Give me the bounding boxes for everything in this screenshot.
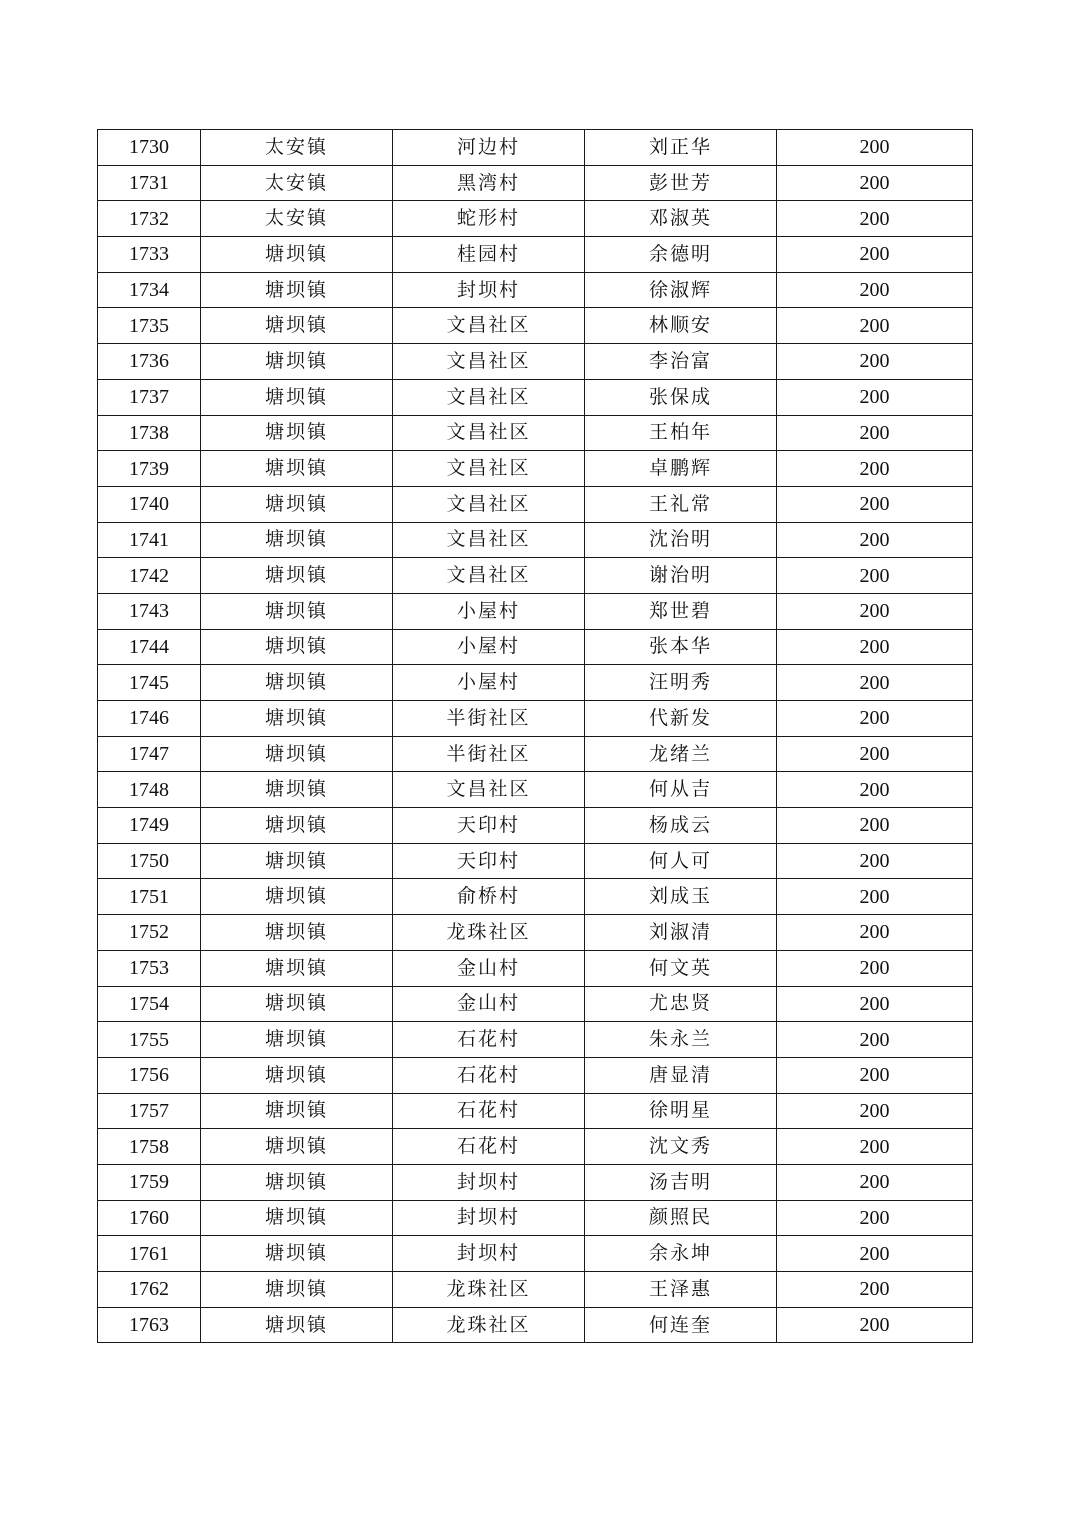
cell-name: 汤吉明 <box>585 1164 777 1200</box>
cell-village: 石花村 <box>393 1093 585 1129</box>
table-row <box>98 1129 973 1165</box>
cell-town: 塘坝镇 <box>201 1307 393 1343</box>
table-row <box>98 950 973 986</box>
cell-name: 王柏年 <box>585 415 777 451</box>
cell-village: 封坝村 <box>393 272 585 308</box>
cell-amount: 200 <box>777 879 973 915</box>
table-row <box>98 237 973 273</box>
data-table <box>97 129 973 1343</box>
cell-name: 徐明星 <box>585 1093 777 1129</box>
cell-amount: 200 <box>777 1093 973 1129</box>
cell-village: 金山村 <box>393 950 585 986</box>
table-row <box>98 843 973 879</box>
cell-town: 塘坝镇 <box>201 1236 393 1272</box>
table-row <box>98 558 973 594</box>
cell-name: 郑世碧 <box>585 593 777 629</box>
cell-name: 唐显清 <box>585 1057 777 1093</box>
cell-id: 1760 <box>98 1200 201 1236</box>
cell-name: 何从吉 <box>585 772 777 808</box>
cell-amount: 200 <box>777 1057 973 1093</box>
cell-village: 龙珠社区 <box>393 915 585 951</box>
cell-town: 塘坝镇 <box>201 451 393 487</box>
cell-amount: 200 <box>777 201 973 237</box>
cell-village: 文昌社区 <box>393 486 585 522</box>
cell-id: 1734 <box>98 272 201 308</box>
cell-id: 1743 <box>98 593 201 629</box>
cell-village: 半街社区 <box>393 736 585 772</box>
cell-name: 代新发 <box>585 701 777 737</box>
cell-id: 1740 <box>98 486 201 522</box>
cell-town: 塘坝镇 <box>201 665 393 701</box>
cell-id: 1738 <box>98 415 201 451</box>
cell-name: 杨成云 <box>585 808 777 844</box>
cell-village: 天印村 <box>393 808 585 844</box>
cell-name: 林顺安 <box>585 308 777 344</box>
table-row <box>98 344 973 380</box>
cell-id: 1745 <box>98 665 201 701</box>
cell-village: 文昌社区 <box>393 344 585 380</box>
cell-id: 1744 <box>98 629 201 665</box>
cell-town: 塘坝镇 <box>201 486 393 522</box>
cell-town: 塘坝镇 <box>201 1272 393 1308</box>
cell-name: 徐淑辉 <box>585 272 777 308</box>
cell-id: 1757 <box>98 1093 201 1129</box>
cell-amount: 200 <box>777 272 973 308</box>
table-row <box>98 1164 973 1200</box>
cell-name: 颜照民 <box>585 1200 777 1236</box>
cell-id: 1730 <box>98 130 201 166</box>
cell-name: 彭世芳 <box>585 165 777 201</box>
cell-id: 1733 <box>98 237 201 273</box>
cell-village: 石花村 <box>393 1022 585 1058</box>
table-row <box>98 665 973 701</box>
cell-village: 小屋村 <box>393 665 585 701</box>
cell-amount: 200 <box>777 1272 973 1308</box>
cell-village: 黑湾村 <box>393 165 585 201</box>
table-row <box>98 451 973 487</box>
cell-town: 塘坝镇 <box>201 522 393 558</box>
cell-village: 小屋村 <box>393 593 585 629</box>
table-row <box>98 808 973 844</box>
cell-village: 蛇形村 <box>393 201 585 237</box>
cell-id: 1763 <box>98 1307 201 1343</box>
cell-town: 塘坝镇 <box>201 558 393 594</box>
table-row <box>98 1057 973 1093</box>
cell-village: 桂园村 <box>393 237 585 273</box>
cell-id: 1737 <box>98 379 201 415</box>
cell-name: 刘正华 <box>585 130 777 166</box>
cell-id: 1735 <box>98 308 201 344</box>
cell-name: 卓鹏辉 <box>585 451 777 487</box>
cell-amount: 200 <box>777 808 973 844</box>
cell-name: 余德明 <box>585 237 777 273</box>
cell-amount: 200 <box>777 1200 973 1236</box>
cell-id: 1747 <box>98 736 201 772</box>
cell-town: 塘坝镇 <box>201 701 393 737</box>
table-row <box>98 1093 973 1129</box>
cell-id: 1756 <box>98 1057 201 1093</box>
cell-amount: 200 <box>777 522 973 558</box>
cell-village: 俞桥村 <box>393 879 585 915</box>
cell-name: 龙绪兰 <box>585 736 777 772</box>
cell-amount: 200 <box>777 486 973 522</box>
cell-town: 塘坝镇 <box>201 1057 393 1093</box>
cell-name: 邓淑英 <box>585 201 777 237</box>
cell-town: 塘坝镇 <box>201 915 393 951</box>
cell-town: 塘坝镇 <box>201 1022 393 1058</box>
cell-amount: 200 <box>777 593 973 629</box>
cell-village: 文昌社区 <box>393 772 585 808</box>
cell-amount: 200 <box>777 986 973 1022</box>
cell-amount: 200 <box>777 1236 973 1272</box>
table-row <box>98 986 973 1022</box>
cell-village: 文昌社区 <box>393 379 585 415</box>
cell-village: 文昌社区 <box>393 415 585 451</box>
cell-id: 1746 <box>98 701 201 737</box>
cell-town: 塘坝镇 <box>201 808 393 844</box>
cell-town: 塘坝镇 <box>201 1164 393 1200</box>
cell-village: 封坝村 <box>393 1236 585 1272</box>
cell-name: 何文英 <box>585 950 777 986</box>
cell-amount: 200 <box>777 701 973 737</box>
cell-name: 尤忠贤 <box>585 986 777 1022</box>
table-row <box>98 915 973 951</box>
table-row <box>98 379 973 415</box>
cell-amount: 200 <box>777 1164 973 1200</box>
cell-town: 塘坝镇 <box>201 379 393 415</box>
cell-name: 何人可 <box>585 843 777 879</box>
cell-village: 龙珠社区 <box>393 1307 585 1343</box>
table-row <box>98 486 973 522</box>
cell-amount: 200 <box>777 415 973 451</box>
cell-amount: 200 <box>777 165 973 201</box>
table-row <box>98 736 973 772</box>
cell-amount: 200 <box>777 451 973 487</box>
cell-id: 1749 <box>98 808 201 844</box>
cell-amount: 200 <box>777 629 973 665</box>
cell-name: 何连奎 <box>585 1307 777 1343</box>
cell-town: 塘坝镇 <box>201 415 393 451</box>
table-row <box>98 879 973 915</box>
cell-village: 小屋村 <box>393 629 585 665</box>
cell-village: 天印村 <box>393 843 585 879</box>
cell-town: 塘坝镇 <box>201 1129 393 1165</box>
cell-amount: 200 <box>777 772 973 808</box>
cell-town: 塘坝镇 <box>201 986 393 1022</box>
cell-name: 谢治明 <box>585 558 777 594</box>
cell-amount: 200 <box>777 130 973 166</box>
table-row <box>98 130 973 166</box>
cell-town: 塘坝镇 <box>201 593 393 629</box>
cell-amount: 200 <box>777 1307 973 1343</box>
cell-amount: 200 <box>777 915 973 951</box>
table-row <box>98 1272 973 1308</box>
cell-amount: 200 <box>777 665 973 701</box>
cell-name: 汪明秀 <box>585 665 777 701</box>
cell-name: 张本华 <box>585 629 777 665</box>
cell-id: 1742 <box>98 558 201 594</box>
table-row <box>98 593 973 629</box>
cell-village: 文昌社区 <box>393 522 585 558</box>
cell-village: 文昌社区 <box>393 451 585 487</box>
table-row <box>98 1236 973 1272</box>
table-row <box>98 1307 973 1343</box>
cell-name: 刘成玉 <box>585 879 777 915</box>
cell-id: 1739 <box>98 451 201 487</box>
cell-id: 1731 <box>98 165 201 201</box>
cell-village: 金山村 <box>393 986 585 1022</box>
cell-town: 塘坝镇 <box>201 879 393 915</box>
cell-town: 塘坝镇 <box>201 843 393 879</box>
cell-name: 朱永兰 <box>585 1022 777 1058</box>
cell-amount: 200 <box>777 1022 973 1058</box>
cell-town: 塘坝镇 <box>201 237 393 273</box>
table-row <box>98 272 973 308</box>
cell-village: 封坝村 <box>393 1164 585 1200</box>
table-row <box>98 629 973 665</box>
cell-town: 太安镇 <box>201 130 393 166</box>
cell-village: 石花村 <box>393 1129 585 1165</box>
cell-town: 塘坝镇 <box>201 629 393 665</box>
cell-id: 1754 <box>98 986 201 1022</box>
cell-id: 1736 <box>98 344 201 380</box>
cell-id: 1732 <box>98 201 201 237</box>
table-row <box>98 415 973 451</box>
table-row <box>98 201 973 237</box>
cell-amount: 200 <box>777 308 973 344</box>
cell-id: 1758 <box>98 1129 201 1165</box>
cell-town: 塘坝镇 <box>201 736 393 772</box>
cell-town: 塘坝镇 <box>201 950 393 986</box>
cell-name: 刘淑清 <box>585 915 777 951</box>
cell-village: 文昌社区 <box>393 558 585 594</box>
cell-village: 龙珠社区 <box>393 1272 585 1308</box>
cell-town: 塘坝镇 <box>201 1200 393 1236</box>
cell-name: 余永坤 <box>585 1236 777 1272</box>
cell-id: 1755 <box>98 1022 201 1058</box>
cell-town: 塘坝镇 <box>201 308 393 344</box>
cell-amount: 200 <box>777 950 973 986</box>
table-row <box>98 772 973 808</box>
cell-village: 文昌社区 <box>393 308 585 344</box>
table-row <box>98 522 973 558</box>
cell-name: 李治富 <box>585 344 777 380</box>
cell-id: 1761 <box>98 1236 201 1272</box>
cell-village: 封坝村 <box>393 1200 585 1236</box>
cell-village: 石花村 <box>393 1057 585 1093</box>
cell-amount: 200 <box>777 558 973 594</box>
cell-amount: 200 <box>777 736 973 772</box>
table-row <box>98 165 973 201</box>
cell-amount: 200 <box>777 379 973 415</box>
cell-amount: 200 <box>777 344 973 380</box>
cell-id: 1750 <box>98 843 201 879</box>
cell-name: 沈文秀 <box>585 1129 777 1165</box>
cell-amount: 200 <box>777 1129 973 1165</box>
cell-id: 1753 <box>98 950 201 986</box>
table-row <box>98 1200 973 1236</box>
cell-village: 河边村 <box>393 130 585 166</box>
cell-town: 塘坝镇 <box>201 344 393 380</box>
cell-id: 1751 <box>98 879 201 915</box>
cell-name: 沈治明 <box>585 522 777 558</box>
cell-town: 塘坝镇 <box>201 1093 393 1129</box>
table-row <box>98 1022 973 1058</box>
cell-amount: 200 <box>777 843 973 879</box>
cell-town: 塘坝镇 <box>201 272 393 308</box>
cell-name: 王礼常 <box>585 486 777 522</box>
cell-id: 1759 <box>98 1164 201 1200</box>
table-row <box>98 701 973 737</box>
cell-name: 王泽惠 <box>585 1272 777 1308</box>
cell-village: 半街社区 <box>393 701 585 737</box>
cell-amount: 200 <box>777 237 973 273</box>
cell-id: 1762 <box>98 1272 201 1308</box>
cell-town: 太安镇 <box>201 165 393 201</box>
cell-id: 1748 <box>98 772 201 808</box>
cell-name: 张保成 <box>585 379 777 415</box>
table-row <box>98 308 973 344</box>
table-body <box>98 130 973 1343</box>
cell-id: 1752 <box>98 915 201 951</box>
cell-town: 太安镇 <box>201 201 393 237</box>
cell-id: 1741 <box>98 522 201 558</box>
cell-town: 塘坝镇 <box>201 772 393 808</box>
